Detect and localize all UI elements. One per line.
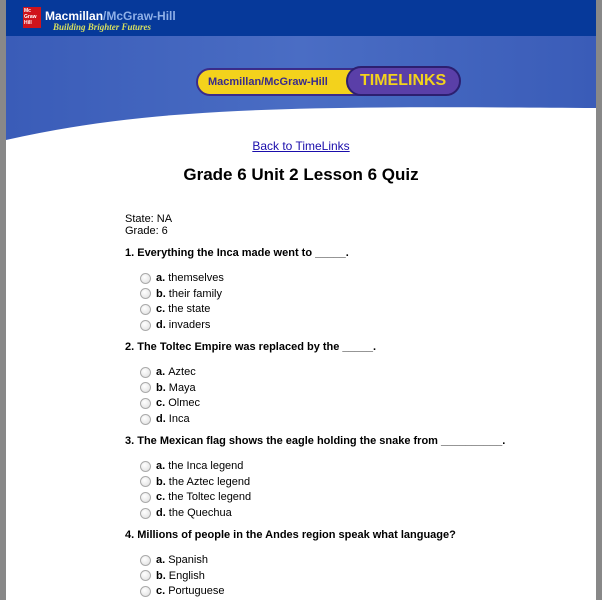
radio-button[interactable] [140, 461, 151, 472]
option-letter: d. [156, 413, 166, 426]
option-letter: b. [156, 569, 166, 582]
answer-option[interactable] [140, 412, 190, 426]
radio-button[interactable] [140, 382, 151, 393]
question-3: 3. The Mexican flag shows the eagle holding the snake from __________. [125, 435, 506, 447]
option-letter: b. [156, 475, 166, 488]
option-text: English [168, 569, 205, 582]
state-label: State: NA [125, 213, 173, 225]
option-text: Inca [168, 413, 190, 426]
option-text: Olmec [168, 397, 200, 410]
radio-button[interactable] [140, 586, 151, 597]
answer-option[interactable] [140, 381, 196, 395]
answer-option[interactable] [140, 302, 210, 316]
option-text: the state [168, 303, 211, 316]
back-to-timelinks-link[interactable]: Back to TimeLinks [252, 139, 350, 153]
option-text: the Inca legend [168, 460, 244, 472]
option-letter: d. [156, 507, 166, 520]
radio-button[interactable] [140, 414, 151, 425]
radio-button[interactable] [140, 570, 151, 581]
mcgraw-hill-logo: Mc Graw Hill [23, 7, 41, 28]
option-letter: a. [156, 272, 166, 284]
option-letter: c. [156, 303, 166, 316]
option-text: Spanish [168, 554, 208, 566]
radio-button[interactable] [140, 320, 151, 331]
brand-sub: /McGraw-Hill [103, 9, 176, 23]
answer-option[interactable] [140, 318, 210, 332]
option-letter: a. [156, 554, 166, 566]
answer-option[interactable] [140, 490, 251, 504]
tagline: Building Brighter Futures [53, 22, 152, 32]
radio-button[interactable] [140, 367, 151, 378]
option-text: Maya [168, 381, 196, 394]
option-text: their family [168, 287, 222, 300]
top-bar [6, 0, 596, 36]
option-letter: c. [156, 585, 166, 598]
radio-button[interactable] [140, 398, 151, 409]
answer-option[interactable] [140, 553, 208, 567]
grade-label: Grade: 6 [125, 225, 168, 237]
radio-button[interactable] [140, 304, 151, 315]
radio-button[interactable] [140, 508, 151, 519]
option-letter: a. [156, 366, 166, 378]
option-text: the Toltec legend [168, 491, 252, 504]
answer-option[interactable] [140, 396, 200, 410]
option-text: the Aztec legend [168, 475, 251, 488]
option-letter: c. [156, 397, 166, 410]
radio-button[interactable] [140, 288, 151, 299]
option-text: Aztec [168, 366, 196, 378]
answer-option[interactable] [140, 287, 222, 301]
brand-name [45, 9, 176, 23]
publisher-logo: Macmillan/McGraw-Hill [196, 68, 376, 96]
option-letter: c. [156, 491, 166, 504]
answer-option[interactable] [140, 584, 224, 598]
question-1: 1. Everything the Inca made went to _____. [125, 247, 349, 259]
answer-option[interactable] [140, 459, 243, 473]
option-letter: a. [156, 460, 166, 472]
option-letter: b. [156, 287, 166, 300]
option-letter: d. [156, 319, 166, 332]
question-4: 4. Millions of people in the Andes region speak what language? [125, 529, 456, 541]
brand-main: Macmillan [45, 9, 104, 23]
radio-button[interactable] [140, 476, 151, 487]
option-text: themselves [168, 272, 224, 284]
answer-option[interactable] [140, 271, 224, 285]
option-text: invaders [168, 319, 211, 332]
page-title: Grade 6 Unit 2 Lesson 6 Quiz [183, 165, 419, 184]
timelinks-logo: TIMELINKS [346, 66, 461, 96]
answer-option[interactable] [140, 475, 250, 489]
question-2: 2. The Toltec Empire was replaced by the _____. [125, 341, 377, 353]
answer-option[interactable] [140, 365, 196, 379]
answer-option[interactable] [140, 569, 205, 583]
page [6, 0, 596, 600]
option-text: Portuguese [168, 585, 225, 598]
option-text: the Quechua [168, 507, 232, 520]
radio-button[interactable] [140, 555, 151, 566]
quiz-meta [125, 213, 172, 237]
answer-option[interactable] [140, 506, 232, 520]
radio-button[interactable] [140, 273, 151, 284]
option-letter: b. [156, 381, 166, 394]
radio-button[interactable] [140, 492, 151, 503]
